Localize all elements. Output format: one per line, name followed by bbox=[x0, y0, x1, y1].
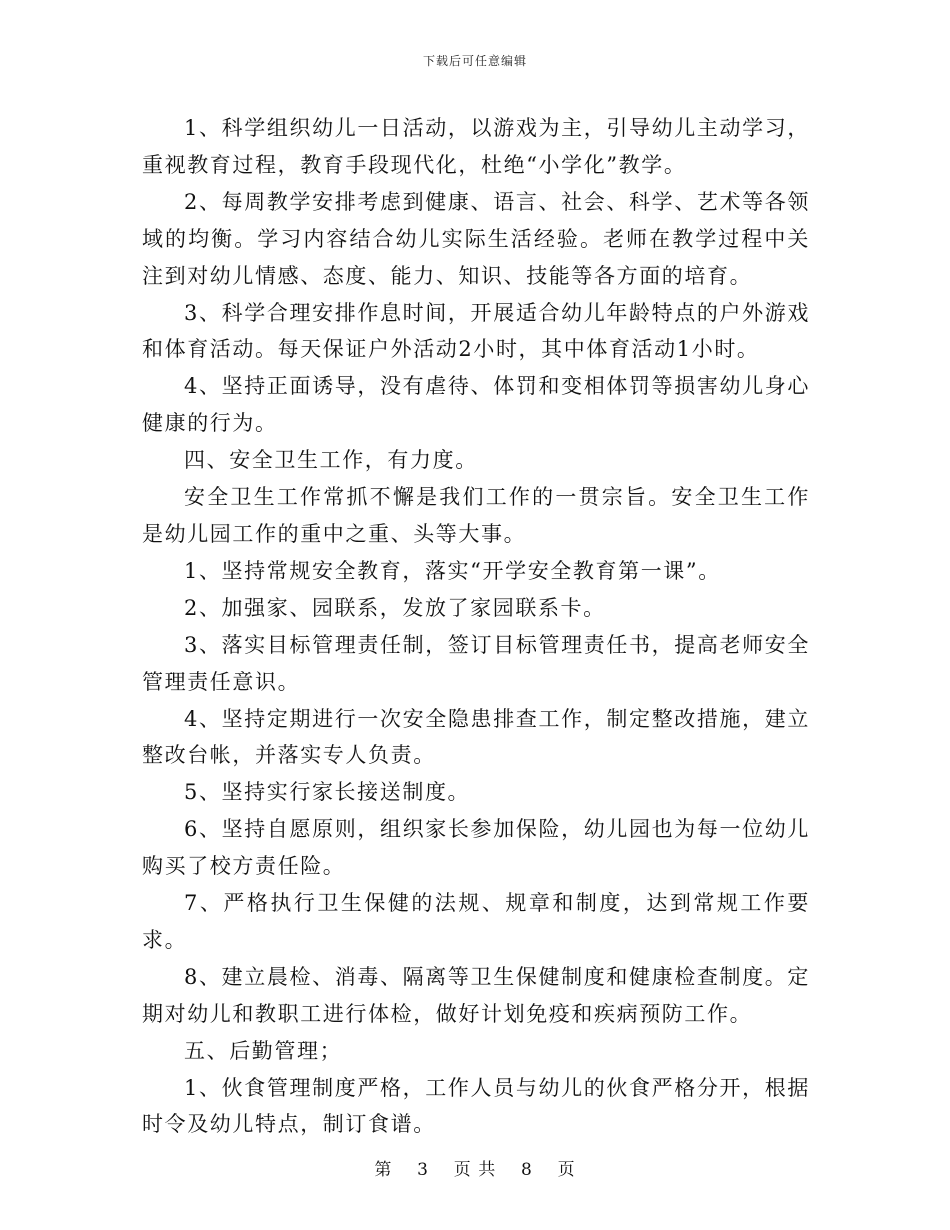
document-body bbox=[142, 110, 810, 1143]
paragraph: 安全卫生工作常抓不懈是我们工作的一贯宗旨。安全卫生工作是幼儿园工作的重中之重、头等大事。 bbox=[142, 485, 810, 546]
footer-middle: 页 共 bbox=[453, 1160, 497, 1180]
paragraph: 1、伙食管理制度严格，工作人员与幼儿的伙食严格分开，根据时令及幼儿特点，制订食谱。 bbox=[142, 1075, 810, 1137]
paragraph: 1、科学组织幼儿一日活动，以游戏为主，引导幼儿主动学习，重视教育过程，教育手段现代化，杜绝“小学化”教学。 bbox=[142, 116, 810, 177]
paragraph: 3、落实目标管理责任制，签订目标管理责任书，提高老师安全管理责任意识。 bbox=[142, 632, 810, 694]
paragraph: 1、坚持常规安全教育，落实“开学安全教育第一课”。 bbox=[184, 558, 721, 583]
page-header: 下载后可任意编辑 bbox=[422, 54, 527, 68]
footer-suffix: 页 bbox=[557, 1160, 576, 1180]
paragraph: 5、坚持实行家长接送制度。 bbox=[184, 780, 471, 805]
section-heading: 五、后勤管理； bbox=[184, 1038, 343, 1063]
footer-page-number: 3 bbox=[417, 1160, 429, 1180]
paragraph: 8、建立晨检、消毒、隔离等卫生保健制度和健康检查制度。定期对幼儿和教职工进行体检，做好计划免疫和疾病预防工作。 bbox=[142, 964, 810, 1026]
footer-prefix: 第 bbox=[374, 1160, 393, 1180]
paragraph: 3、科学合理安排作息时间，开展适合幼儿年龄特点的户外游戏和体育活动。每天保证户外活动2小时，其中体育活动1小时。 bbox=[142, 300, 810, 362]
page-footer bbox=[0, 1155, 950, 1180]
paragraph: 7、严格执行卫生保健的法规、规章和制度，达到常规工作要求。 bbox=[142, 891, 810, 952]
footer-total-pages: 8 bbox=[521, 1160, 533, 1180]
paragraph: 6、坚持自愿原则，组织家长参加保险，幼儿园也为每一位幼儿购买了校方责任险。 bbox=[142, 817, 810, 879]
section-heading: 四、安全卫生工作，有力度。 bbox=[184, 448, 478, 473]
paragraph: 2、加强家、园联系，发放了家园联系卡。 bbox=[184, 595, 606, 620]
paragraph: 2、每周教学安排考虑到健康、语言、社会、科学、艺术等各领域的均衡。学习内容结合幼儿实际生活经验。老师在教学过程中关注到对幼儿情感、态度、能力、知识、技能等各方面的培育。 bbox=[142, 189, 810, 288]
paragraph: 4、坚持定期进行一次安全隐患排查工作，制定整改措施，建立整改台帐，并落实专人负责。 bbox=[142, 706, 810, 768]
paragraph: 4、坚持正面诱导，没有虐待、体罚和变相体罚等损害幼儿身心健康的行为。 bbox=[142, 374, 810, 436]
